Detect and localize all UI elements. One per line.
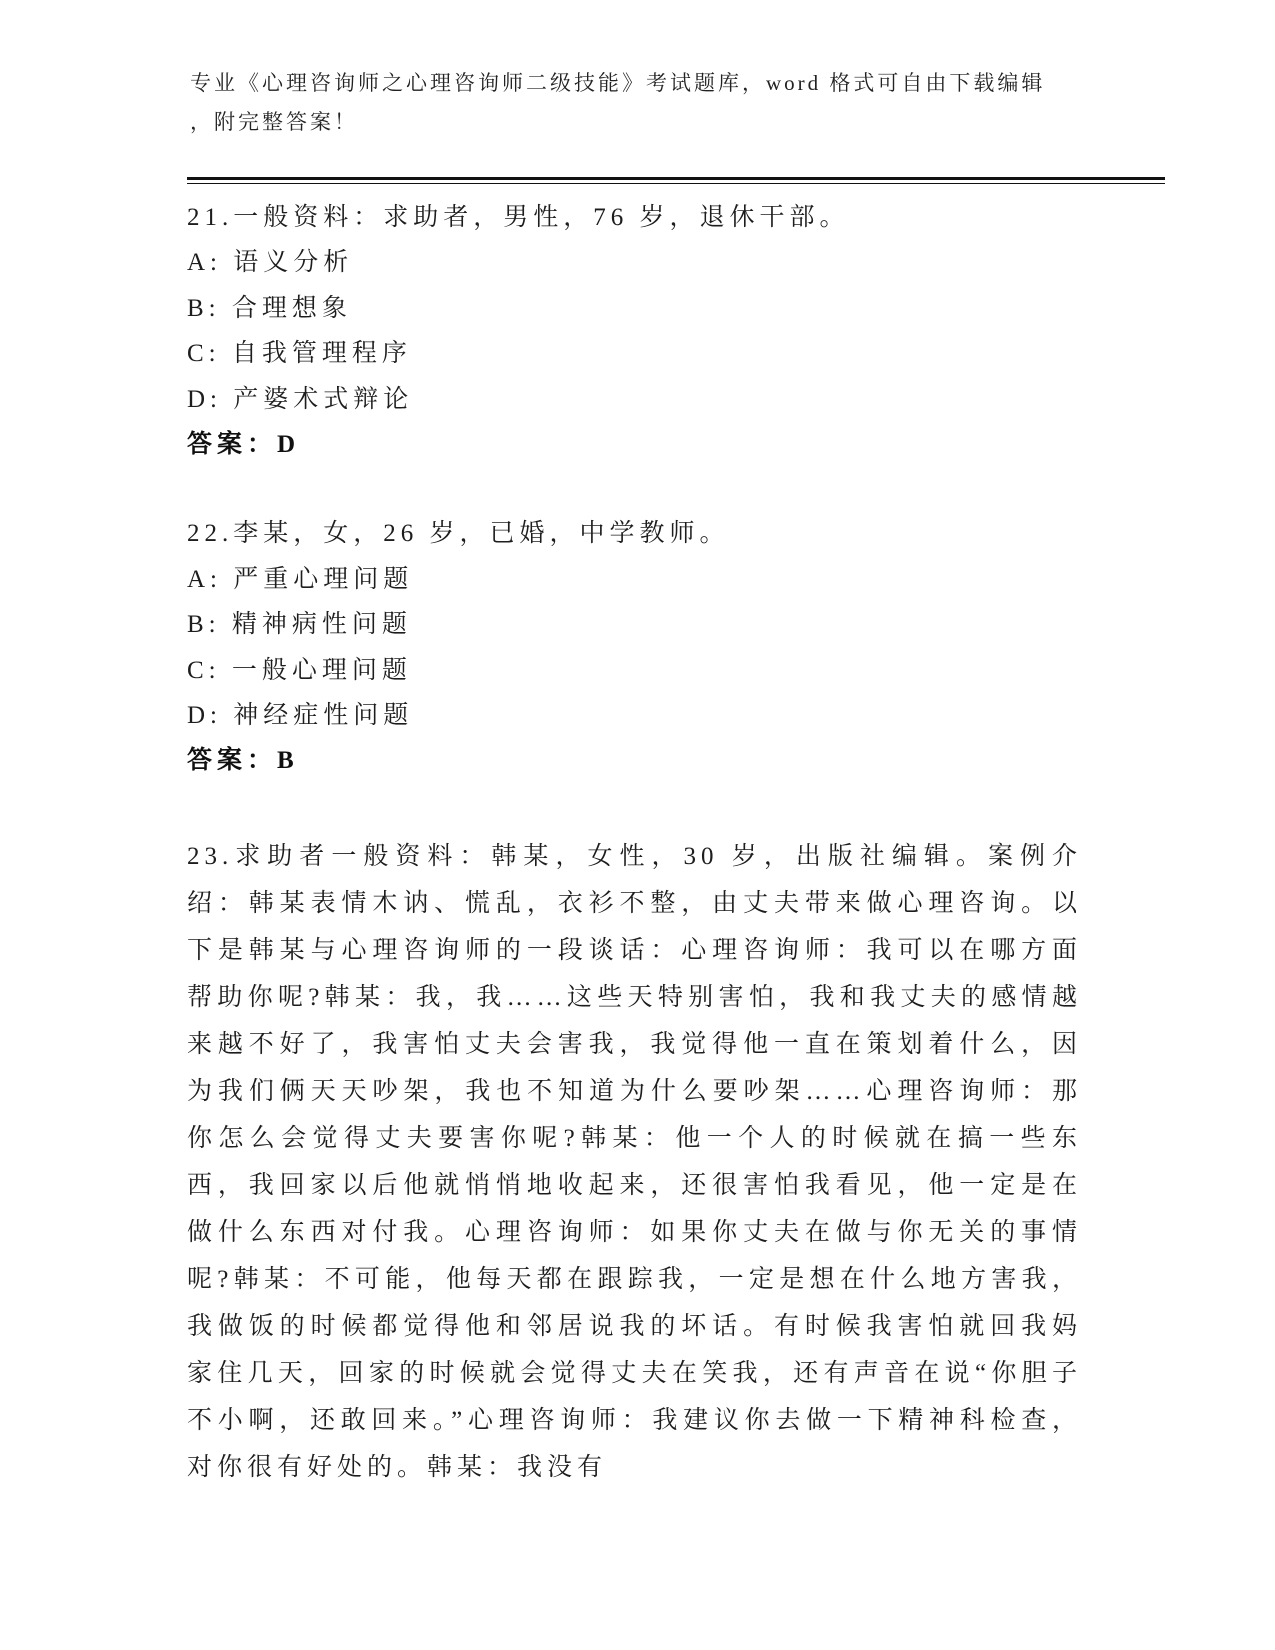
answer-value: B [277, 747, 299, 775]
header-divider [187, 177, 1165, 184]
document-header [190, 64, 1100, 142]
answer-value: D [277, 431, 301, 459]
header-line-2: ，附完整答案！ [190, 110, 358, 134]
divider-thin-rule [187, 183, 1165, 184]
question-22-option-b: B: 精神病性问题 [187, 611, 412, 639]
question-22-answer-line [187, 738, 1082, 783]
question-21-option-d: D: 产婆术式辩论 [187, 385, 414, 413]
question-23 [187, 833, 1082, 1491]
question-21 [187, 195, 1082, 467]
question-23-text: 23.求助者一般资料：韩某，女性，30 岁，出版社编辑。案例介绍：韩某表情木讷、慌乱，衣衫不整，由丈夫带来做心理咨询。以下是韩某与心理咨询师的一段谈话：心理咨询师：我可以在哪方面帮助你呢?韩某：我，我……这些天特别害怕，我和我丈夫的感情越来越不好了，我害怕丈夫会害我，我觉得他一直在策划着什么，因为我们俩天天吵架，我也不知道为什么要吵架……心理咨询师：那你怎么会觉得丈夫要害你呢?韩某：他一个人的时候就在搞一些东西，我回家以后他就悄悄地收起来，还很害怕我看见，他一定是在做什么东西对付我。心理咨询师：如果你丈夫在做与你无关的事情呢?韩某：不可能，他每天都在跟踪我，一定是想在什么地方害我，我做饭的时候都觉得他和邻居说我的坏话。有时候我害怕就回我妈家住几天，回家的时候就会觉得丈夫在笑我，还有声音在说“你胆子不小啊，还敢回来。”心理咨询师：我建议你去做一下精神科检查，对你很有好处的。韩某：我没有 [187, 842, 1082, 1481]
question-22-title: 22.李某，女，26 岁，已婚，中学教师。 [187, 520, 730, 548]
document-body [187, 195, 1082, 1491]
question-22-option-c: C: 一般心理问题 [187, 656, 412, 684]
question-21-option-c: C: 自我管理程序 [187, 340, 412, 368]
question-21-option-a: A: 语义分析 [187, 249, 354, 277]
question-22-option-d: D: 神经症性问题 [187, 702, 414, 730]
question-21-title: 21.一般资料：求助者，男性，76 岁，退休干部。 [187, 204, 850, 231]
answer-label: 答案： [187, 431, 278, 459]
question-22-option-a: A: 严重心理问题 [187, 565, 414, 593]
question-21-answer-line [187, 422, 1082, 467]
header-line-1: 专业《心理咨询师之心理咨询师二级技能》考试题库，word 格式可自由下载编辑 [190, 71, 1046, 95]
question-22 [187, 511, 1082, 783]
divider-thick-rule [187, 177, 1165, 180]
answer-label: 答案： [187, 747, 278, 775]
question-21-option-b: B: 合理想象 [187, 294, 352, 322]
